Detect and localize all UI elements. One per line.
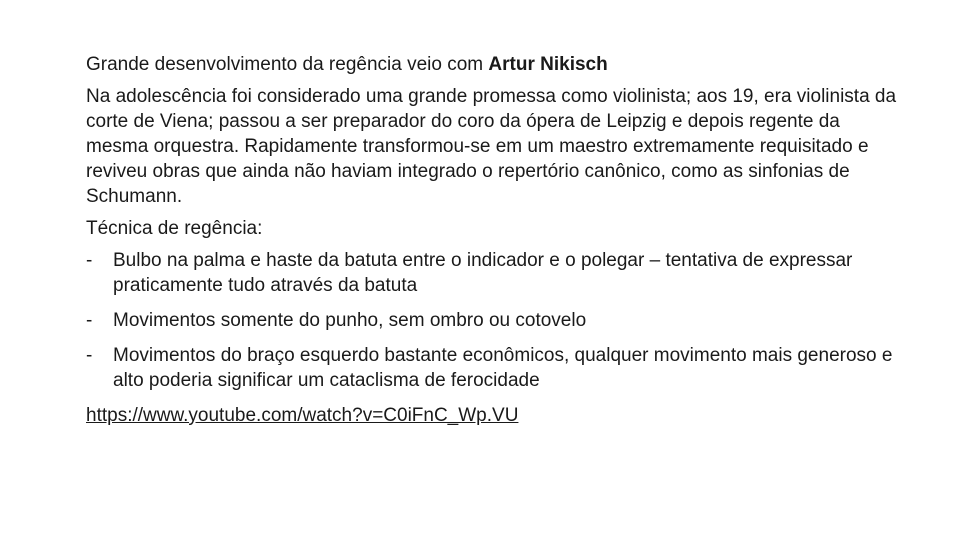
- bullet-marker: -: [86, 250, 93, 271]
- technique-item-text: Movimentos do braço esquerdo bastante econômicos, qualquer movimento mais generoso e alto poderia significar um cataclisma de ferocidade: [113, 345, 893, 391]
- slide-content: [86, 52, 906, 428]
- technique-item: [86, 248, 906, 298]
- video-link[interactable]: https://www.youtube.com/watch?v=C0iFnC_Wp.VU: [86, 405, 519, 426]
- technique-item-text: Movimentos somente do punho, sem ombro ou cotovelo: [113, 310, 587, 331]
- heading-line: [86, 52, 906, 77]
- heading-prefix: Grande desenvolvimento da regência veio com: [86, 54, 489, 75]
- technique-item-text: Bulbo na palma e haste da batuta entre o indicador e o polegar – tentativa de expressar praticamente tudo através da batuta: [113, 250, 853, 296]
- bullet-marker: -: [86, 345, 93, 366]
- technique-list: [86, 248, 906, 393]
- bio-paragraph: Na adolescência foi considerado uma grande promessa como violinista; aos 19, era violinista da corte de Viena; passou a ser preparador do coro da ópera de Leipzig e depois regente da mesma orquestra. Rapidamente transformou-se em um maestro extremamente requisitado e reviveu obras que ainda não haviam integrado o repertório canônico, como as sinfonias de Schumann.: [86, 86, 897, 207]
- heading-name: Artur Nikisch: [488, 54, 608, 75]
- technique-item: [86, 308, 906, 333]
- technique-item: [86, 343, 906, 393]
- bullet-marker: -: [86, 310, 93, 331]
- technique-label: Técnica de regência:: [86, 218, 263, 239]
